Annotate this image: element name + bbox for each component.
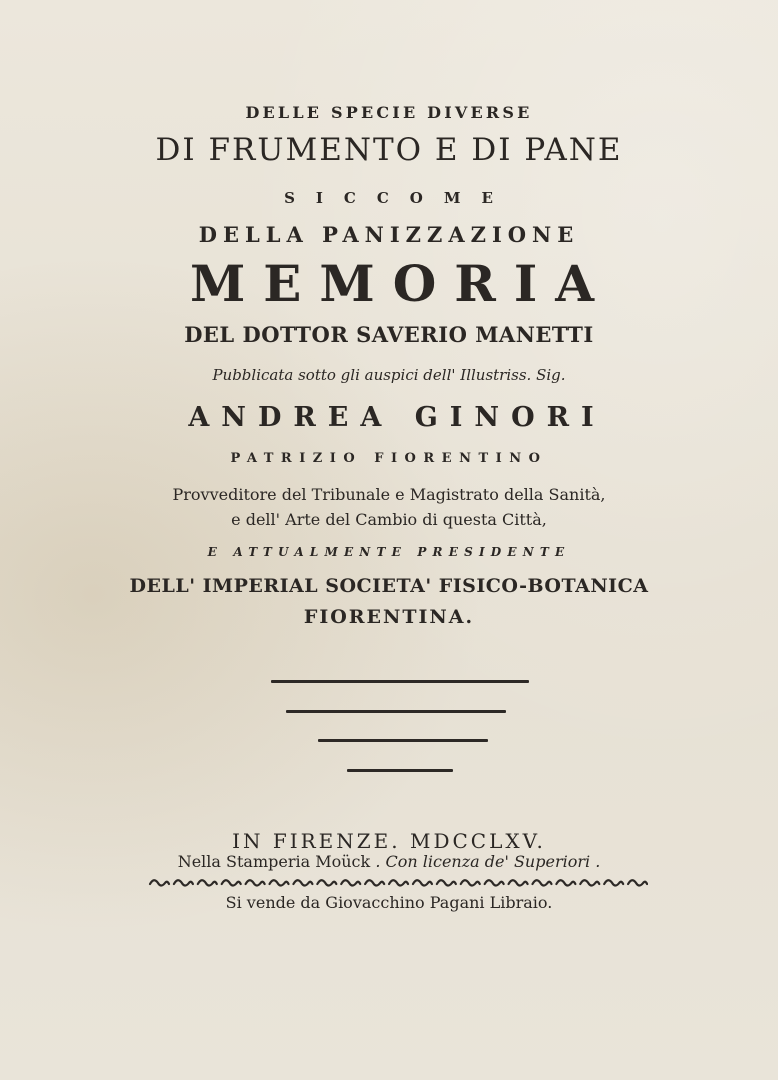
subtitle-line-3: SICCOME — [284, 189, 514, 207]
ornament-glyph — [437, 880, 456, 885]
patron-title: PATRIZIO FIORENTINO — [230, 451, 548, 466]
decorative-rule-3 — [318, 739, 488, 742]
subtitle-line-4: DELLA PANIZZAZIONE — [198, 222, 580, 247]
ornament-glyph — [270, 880, 289, 885]
ornament-glyph — [222, 880, 241, 885]
ornament-glyph — [604, 880, 623, 885]
patron-office-2: e dell' Arte del Cambio di questa Città, — [231, 510, 547, 529]
ornament-glyph — [556, 880, 575, 885]
main-title: MEMORIA — [189, 254, 613, 313]
decorative-rule-4 — [347, 769, 453, 772]
ornament-glyph — [509, 880, 528, 885]
imprint-place-date: IN FIRENZE. MDCCLXV. — [232, 829, 546, 853]
patron-office-3: E ATTUALMENTE PRESIDENTE — [207, 545, 571, 559]
ornament-glyph — [580, 880, 599, 885]
imprint-printer: Nella Stamperia Moück — [177, 852, 371, 871]
ornament-glyph — [389, 880, 408, 885]
subtitle-line-2: DI FRUMENTO E DI PANE — [155, 132, 623, 168]
ornament-glyph — [485, 880, 504, 885]
decorative-rule-2 — [286, 710, 506, 713]
imprint-printer-line — [0, 852, 778, 871]
ornament-glyph — [246, 880, 265, 885]
ornament-glyph — [198, 880, 217, 885]
ornament-glyph — [341, 880, 360, 885]
society-line-1: DELL' IMPERIAL SOCIETA' FISICO-BOTANICA — [129, 575, 649, 597]
ornament-glyph — [365, 880, 384, 885]
imprint-seller: Si vende da Giovacchino Pagani Libraio. — [225, 893, 553, 912]
decorative-rule-1 — [271, 680, 529, 683]
subtitle-line-1: DELLE SPECIE DIVERSE — [245, 103, 533, 122]
ornament-glyph — [461, 880, 480, 885]
ornament-glyph — [628, 880, 647, 885]
ornament-glyph — [174, 880, 193, 885]
patron-name: ANDREA GINORI — [188, 402, 606, 433]
patron-office-1: Provveditore del Tribunale e Magistrato della Sanità, — [172, 485, 606, 504]
ornament-glyph — [317, 880, 336, 885]
ornament-glyph — [532, 880, 551, 885]
patronage-line: Pubblicata sotto gli auspici dell' Illustriss. Sig. — [212, 366, 566, 384]
ornament-border — [146, 876, 648, 890]
imprint-license: . Con licenza de' Superiori . — [375, 852, 601, 871]
ornament-glyph — [413, 880, 432, 885]
society-line-2: FIORENTINA. — [303, 606, 475, 628]
author-line: DEL DOTTOR SAVERIO MANETTI — [184, 322, 594, 347]
ornament-glyph — [150, 880, 169, 885]
ornament-glyph — [293, 880, 312, 885]
